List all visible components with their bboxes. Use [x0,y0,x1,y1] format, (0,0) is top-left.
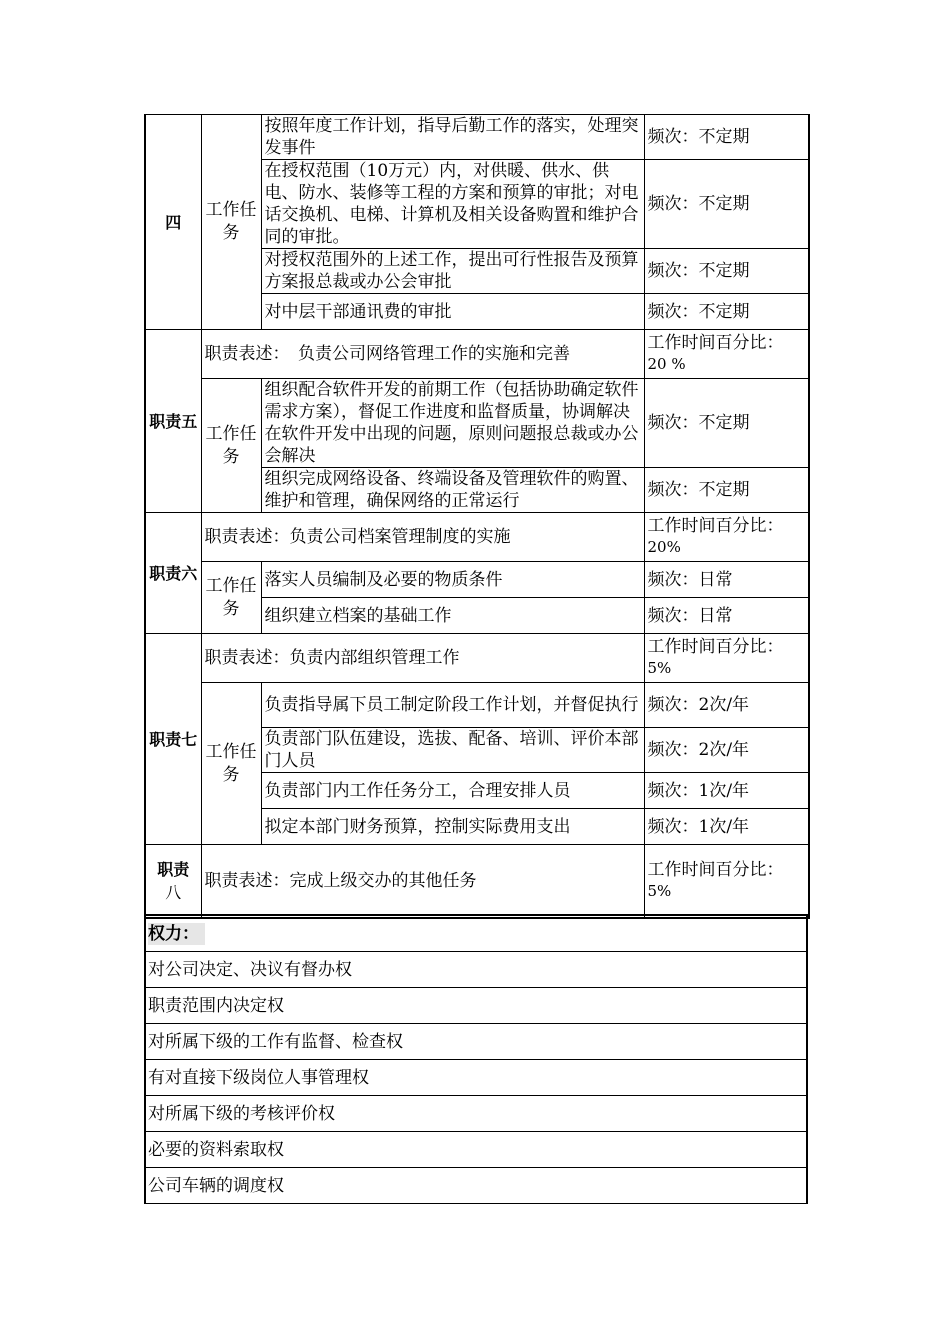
table-row [145,683,809,728]
duty4-task-label: 工作任务 [201,115,261,330]
duty6-pct-label: 工作时间百分比： [647,516,784,536]
duty5-freq-2: 频次：不定期 [644,468,809,513]
duty8-percentage [644,845,809,918]
power-item-2: 职责范围内决定权 [145,988,807,1024]
duty4-task-2: 在授权范围（10万元）内，对供暖、供水、供电、防水、装修等工程的方案和预算的审批；对电话交换机、电梯、计算机及相关设备购置和维护合同的审批。 [261,160,644,249]
power-heading-cell [145,915,807,952]
duty8-statement: 职责表述：完成上级交办的其他任务 [201,845,644,918]
table-row [145,562,809,598]
duty4-task-3: 对授权范围外的上述工作，提出可行性报告及预算方案报总裁或办公会审批 [261,249,644,294]
table-row [145,115,809,160]
duty8-pct-value: 5% [647,881,672,900]
power-item-1: 对公司决定、决议有督办权 [145,952,807,988]
duty5-percentage [644,330,809,379]
duty8-number-line1: 职责 [157,859,190,879]
power-table [144,914,808,1204]
table-row [145,952,807,988]
duty6-freq-1: 频次：日常 [644,562,809,598]
table-row [145,1060,807,1096]
duty7-task-4: 拟定本部门财务预算，控制实际费用支出 [261,809,644,845]
duty8-number-line2: 八 [165,882,182,902]
duty6-freq-2: 频次：日常 [644,598,809,634]
duty4-task-1: 按照年度工作计划，指导后勤工作的落实，处理突发事件 [261,115,644,160]
power-item-4: 有对直接下级岗位人事管理权 [145,1060,807,1096]
duty7-percentage [644,634,809,683]
duty6-task-1: 落实人员编制及必要的物质条件 [261,562,644,598]
table-row [145,513,809,562]
duty7-freq-1: 频次：2次/年 [644,683,809,728]
duty5-statement: 职责表述： 负责公司网络管理工作的实施和完善 [201,330,644,379]
duty7-number: 职责七 [145,634,201,845]
duty8-number [145,845,201,918]
power-heading: 权力： [148,923,205,945]
duty6-task-label: 工作任务 [201,562,261,634]
duty7-freq-2: 频次：2次/年 [644,728,809,773]
duty7-freq-3: 频次：1次/年 [644,773,809,809]
duty6-pct-value: 20% [647,538,681,556]
duty4-task-4: 对中层干部通讯费的审批 [261,294,644,330]
power-item-5: 对所属下级的考核评价权 [145,1096,807,1132]
duty7-freq-4: 频次：1次/年 [644,809,809,845]
duty4-freq-3: 频次：不定期 [644,249,809,294]
duty5-pct-label: 工作时间百分比： [647,333,784,353]
duty5-task-1: 组织配合软件开发的前期工作（包括协助确定软件需求方案），督促工作进度和监督质量，协调解决在软件开发中出现的问题，原则问题报总裁或办公会解决 [261,379,644,468]
power-item-3: 对所属下级的工作有监督、检查权 [145,1024,807,1060]
duty-table [144,114,810,919]
duty5-task-label: 工作任务 [201,379,261,513]
table-row [145,1132,807,1168]
duty6-number: 职责六 [145,513,201,634]
duty7-pct-value: 5% [647,659,672,677]
duty7-statement: 职责表述：负责内部组织管理工作 [201,634,644,683]
table-row [145,915,807,952]
table-row [145,330,809,379]
duty4-number: 四 [145,115,201,330]
table-row [145,634,809,683]
duty5-task-2: 组织完成网络设备、终端设备及管理软件的购置、维护和管理，确保网络的正常运行 [261,468,644,513]
duty8-pct-label: 工作时间百分比： [647,859,784,880]
table-row [145,845,809,918]
duty4-freq-2: 频次：不定期 [644,160,809,249]
duty7-task-label: 工作任务 [201,683,261,845]
duty4-freq-1: 频次：不定期 [644,115,809,160]
table-row [145,1024,807,1060]
duty6-statement: 职责表述：负责公司档案管理制度的实施 [201,513,644,562]
duty6-task-2: 组织建立档案的基础工作 [261,598,644,634]
table-row [145,1168,807,1204]
duty7-task-3: 负责部门内工作任务分工，合理安排人员 [261,773,644,809]
duty7-task-1: 负责指导属下员工制定阶段工作计划，并督促执行 [261,683,644,728]
duty5-freq-1: 频次：不定期 [644,379,809,468]
table-row [145,379,809,468]
duty7-task-2: 负责部门队伍建设，选拔、配备、培训、评价本部门人员 [261,728,644,773]
duty4-freq-4: 频次：不定期 [644,294,809,330]
duty7-pct-label: 工作时间百分比： [647,637,784,657]
duty6-percentage [644,513,809,562]
duty5-number: 职责五 [145,330,201,513]
power-item-6: 必要的资料索取权 [145,1132,807,1168]
table-row [145,988,807,1024]
power-item-7: 公司车辆的调度权 [145,1168,807,1204]
duty5-pct-value: 20 % [647,355,686,373]
table-row [145,1096,807,1132]
